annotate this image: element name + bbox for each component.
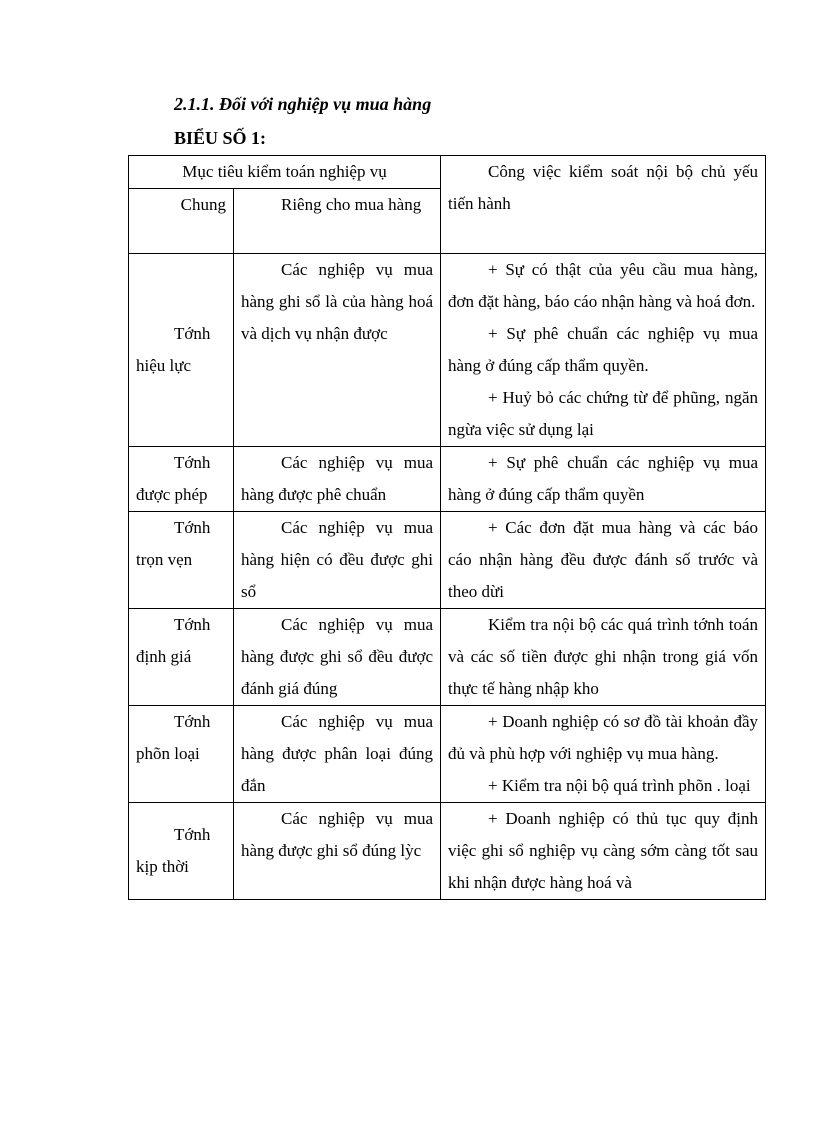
audit-objectives-table: [128, 155, 766, 900]
header-objectives: Mục tiêu kiểm toán nghiệp vụ: [129, 156, 441, 189]
general-text: Tớnh định giá: [136, 615, 211, 666]
specific-text: Các nghiệp vụ mua hàng hiện có đều được ghi sổ: [241, 518, 433, 601]
specific-cell: [234, 803, 441, 900]
general-cell: [129, 512, 234, 609]
specific-text: Các nghiệp vụ mua hàng được ghi sổ đúng lỳc: [241, 809, 433, 860]
table-row: [129, 706, 766, 803]
header-specific: [234, 189, 441, 254]
control-item: + Kiểm tra nội bộ quá trình phõn . loại: [488, 776, 751, 795]
specific-cell: [234, 609, 441, 706]
controls-cell: [441, 512, 766, 609]
table-row: [129, 447, 766, 512]
general-text: Tớnh phõn loại: [136, 712, 211, 763]
table-caption: BIỂU SỐ 1:: [174, 128, 267, 148]
control-item: + Sự phê chuẩn các nghiệp vụ mua hàng ở đúng cấp thẩm quyền.: [448, 324, 758, 375]
header-general: Chung: [129, 189, 234, 254]
control-item: + Doanh nghiệp có sơ đồ tài khoản đầy đủ và phù hợp với nghiệp vụ mua hàng.: [448, 712, 758, 763]
specific-text: Các nghiệp vụ mua hàng ghi sổ là của hàng hoá và dịch vụ nhận được: [241, 260, 433, 343]
control-item: Kiểm tra nội bộ các quá trình tớnh toán và các số tiền được ghi nhận trong giá vốn thực tế hàng nhập kho: [448, 615, 758, 698]
controls-cell: [441, 254, 766, 447]
specific-text: Các nghiệp vụ mua hàng được phân loại đúng đắn: [241, 712, 433, 795]
general-text: Tớnh kịp thời: [136, 825, 211, 876]
section-heading: 2.1.1. Đối với nghiệp vụ mua hàng: [174, 94, 432, 114]
control-item: + Huỷ bỏ các chứng từ để phũng, ngăn ngừa việc sử dụng lại: [448, 388, 758, 439]
header-controls: [441, 156, 766, 254]
specific-cell: [234, 512, 441, 609]
general-text: Tớnh được phép: [136, 453, 211, 504]
table-row: [129, 254, 766, 447]
table-row: [129, 609, 766, 706]
table-row: [129, 803, 766, 900]
specific-text: Các nghiệp vụ mua hàng được phê chuẩn: [241, 453, 433, 504]
control-item: + Sự phê chuẩn các nghiệp vụ mua hàng ở đúng cấp thẩm quyền: [448, 453, 758, 504]
general-cell: [129, 447, 234, 512]
header-controls-text: Công việc kiểm soát nội bộ chủ yếu tiến hành: [448, 162, 758, 213]
control-item: + Doanh nghiệp có thủ tục quy định việc ghi sổ nghiệp vụ càng sớm càng tốt sau khi nhận được hàng hoá và: [448, 809, 758, 892]
general-cell: [129, 254, 234, 447]
control-item: + Các đơn đặt mua hàng và các báo cáo nhận hàng đều được đánh số trước và theo dừi: [448, 518, 758, 601]
specific-cell: [234, 447, 441, 512]
header-specific-text: Riêng cho mua hàng: [281, 195, 422, 214]
specific-text: Các nghiệp vụ mua hàng được ghi sổ đều được đánh giá đúng: [241, 615, 433, 698]
specific-cell: [234, 254, 441, 447]
general-cell: [129, 706, 234, 803]
general-cell: [129, 609, 234, 706]
controls-cell: [441, 706, 766, 803]
control-item: + Sự có thật của yêu cầu mua hàng, đơn đặt hàng, báo cáo nhận hàng và hoá đơn.: [448, 260, 758, 311]
controls-cell: [441, 803, 766, 900]
general-cell: [129, 803, 234, 900]
controls-cell: [441, 609, 766, 706]
controls-cell: [441, 447, 766, 512]
specific-cell: [234, 706, 441, 803]
general-text: Tớnh hiệu lực: [136, 324, 211, 375]
table-row: [129, 512, 766, 609]
general-text: Tớnh trọn vẹn: [136, 518, 211, 569]
header-row: [129, 156, 766, 189]
